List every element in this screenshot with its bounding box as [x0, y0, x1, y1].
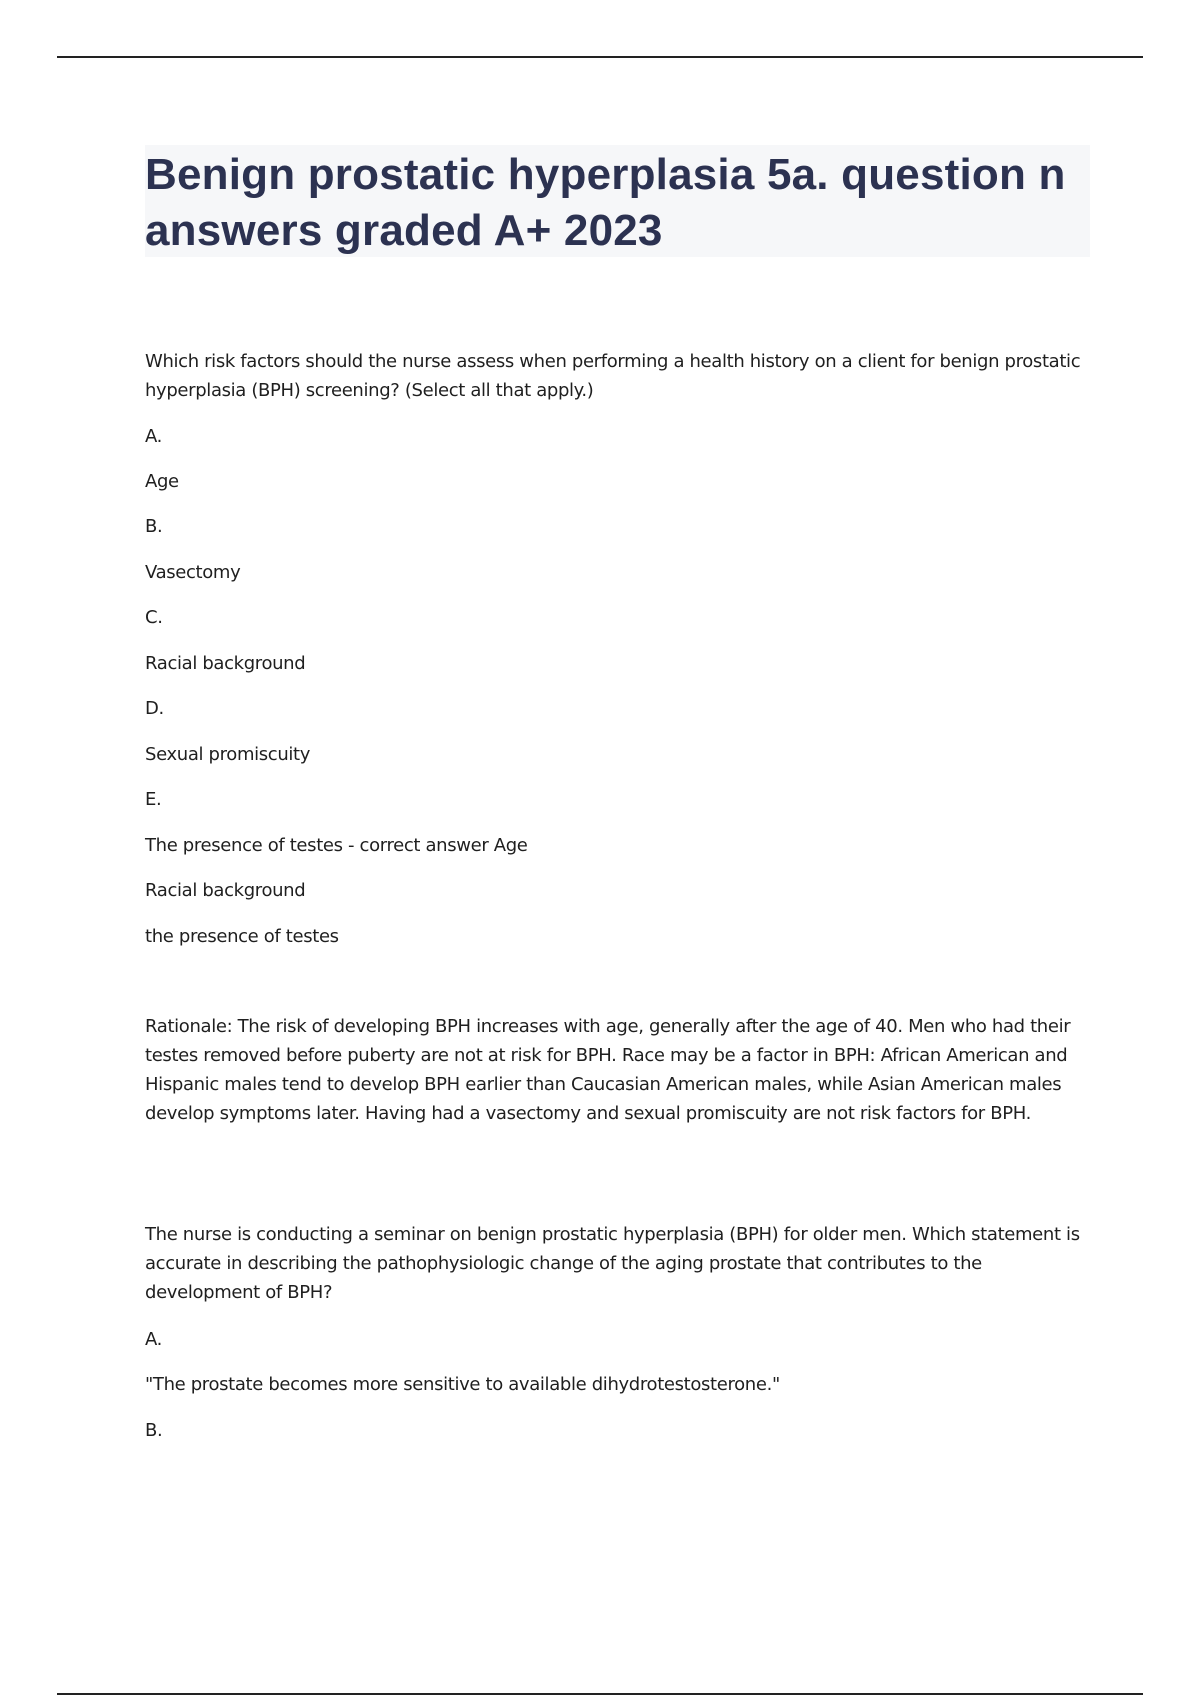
question-2-text: The nurse is conducting a seminar on benign prostatic hyperplasia (BPH) for older men. Which statement is accurate in describing the pathophysiologic change of the aging prostate that contributes to the development of BPH? — [145, 1224, 1080, 1303]
question-2-option-a-letter: A. — [145, 1329, 163, 1350]
question-1-option-d-letter: D. — [145, 698, 164, 719]
question-1-option-e-text: The presence of testes - correct answer Age — [145, 835, 528, 856]
question-1-text: Which risk factors should the nurse assess when performing a health history on a client for benign prostatic hyperplasia (BPH) screening? (Select all that apply.) — [145, 351, 1081, 401]
footer-rule — [57, 1693, 1143, 1695]
question-1-option-b-letter: B. — [145, 516, 163, 537]
question-1-answer-line: the presence of testes — [145, 926, 339, 947]
question-1-option-e-letter: E. — [145, 789, 162, 810]
question-1-option-a-letter: A. — [145, 426, 163, 447]
question-2-option-b-letter: B. — [145, 1420, 163, 1441]
question-1-option-c-letter: C. — [145, 607, 163, 628]
question-1-rationale: Rationale: The risk of developing BPH increases with age, generally after the age of 40. Men who had their testes removed before puberty are not at risk for BPH. Race may be a factor in BPH: African American and Hispanic males tend to develop BPH earlier than Caucasian American males, while Asian American males develop symptoms later. Having had a vasectomy and sexual promiscuity are not risk factors for BPH. — [145, 1016, 1071, 1124]
document-title: Benign prostatic hyperplasia 5a. question n answers graded A+ 2023 — [145, 150, 1066, 255]
question-1-option-a-text: Age — [145, 471, 179, 492]
question-1-option-b-text: Vasectomy — [145, 562, 241, 583]
title-block — [145, 145, 1090, 257]
question-2-option-a-text: "The prostate becomes more sensitive to available dihydrotestosterone." — [145, 1374, 780, 1395]
question-1-answer-line: Racial background — [145, 880, 306, 901]
header-rule — [57, 56, 1143, 58]
question-1-option-c-text: Racial background — [145, 653, 306, 674]
question-1-option-d-text: Sexual promiscuity — [145, 744, 311, 765]
